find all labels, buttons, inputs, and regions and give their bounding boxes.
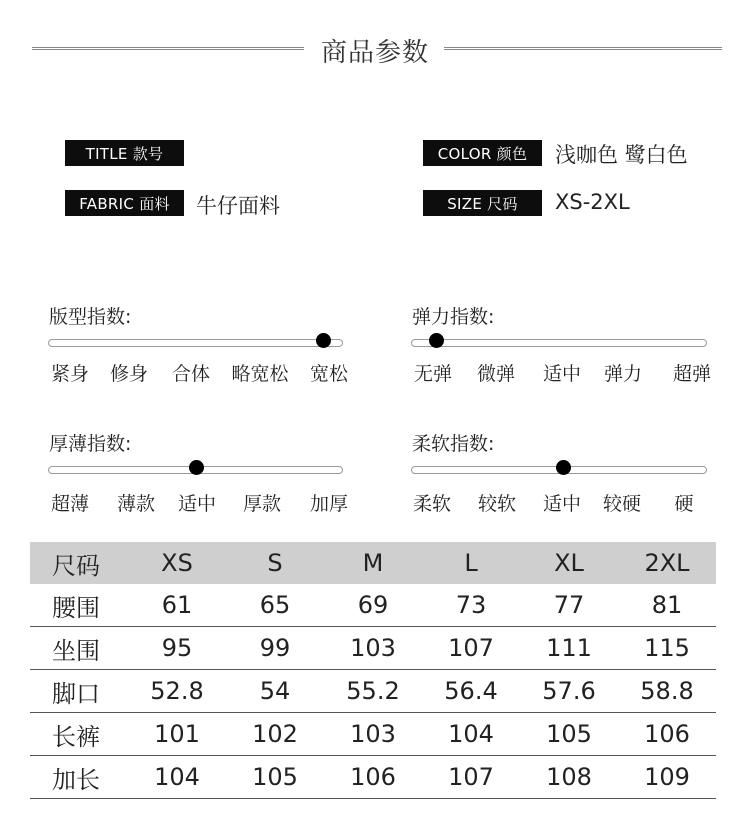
elasticity-option: 弹力: [603, 363, 643, 385]
thickness-index-title: 厚薄指数:: [49, 433, 132, 455]
softness-option: 较硬: [602, 493, 642, 515]
thickness-option: 厚款: [242, 493, 282, 515]
fit-option: 合体: [171, 363, 211, 385]
table-cell: 65: [259, 591, 291, 619]
size-label: SIZE 尺码: [423, 190, 542, 216]
elasticity-option: 超弹: [672, 363, 712, 385]
softness-option: 较软: [477, 493, 517, 515]
header-rule-right: [444, 47, 722, 50]
table-cell: 54: [259, 677, 291, 705]
elasticity-option: 微弹: [476, 363, 516, 385]
table-header-cell: 2XL: [644, 549, 690, 577]
page-title: 商品参数: [320, 38, 429, 68]
fit-option: 略宽松: [231, 363, 289, 385]
table-header-cell: M: [362, 549, 384, 577]
table-row-label: 加长: [52, 765, 100, 794]
table-cell: 106: [350, 763, 396, 791]
table-row-label: 腰围: [52, 593, 100, 622]
table-cell: 77: [553, 591, 585, 619]
elasticity-index-marker: [429, 333, 444, 348]
size-value: XS-2XL: [555, 190, 630, 214]
title-label: TITLE 款号: [65, 140, 184, 166]
table-cell: 105: [546, 720, 592, 748]
table-cell: 69: [357, 591, 389, 619]
table-cell: 57.6: [542, 677, 596, 705]
table-cell: 111: [546, 634, 592, 662]
table-cell: 104: [154, 763, 200, 791]
table-cell: 107: [448, 634, 494, 662]
elasticity-index-track: [411, 339, 707, 347]
table-row: [30, 627, 716, 670]
softness-index-title: 柔软指数:: [412, 433, 495, 455]
table-header-cell: XL: [554, 549, 584, 577]
table-cell: 56.4: [444, 677, 498, 705]
size-table-header: [30, 542, 716, 584]
fabric-value: 牛仔面料: [196, 194, 280, 218]
table-cell: 105: [252, 763, 298, 791]
elasticity-option: 无弹: [413, 363, 453, 385]
table-cell: 101: [154, 720, 200, 748]
table-cell: 108: [546, 763, 592, 791]
table-cell: 95: [161, 634, 193, 662]
thickness-option: 适中: [177, 493, 217, 515]
table-cell: 106: [644, 720, 690, 748]
size-table: [30, 542, 716, 799]
fit-option: 修身: [109, 363, 149, 385]
elasticity-index-title: 弹力指数:: [412, 306, 495, 328]
table-cell: 115: [644, 634, 690, 662]
softness-option: 适中: [542, 493, 582, 515]
table-cell: 109: [644, 763, 690, 791]
table-header-cell: S: [267, 549, 283, 577]
thickness-option: 加厚: [309, 493, 349, 515]
table-cell: 58.8: [640, 677, 694, 705]
table-cell: 107: [448, 763, 494, 791]
table-cell: 55.2: [346, 677, 400, 705]
table-cell: 81: [651, 591, 683, 619]
fit-index-track: [48, 339, 343, 347]
fit-option: 宽松: [309, 363, 349, 385]
table-cell: 102: [252, 720, 298, 748]
table-cell: 73: [455, 591, 487, 619]
table-cell: 99: [259, 634, 291, 662]
table-header-cell: 尺码: [52, 551, 100, 580]
header-rule-left: [32, 47, 304, 50]
softness-index-marker: [556, 460, 571, 475]
table-cell: 103: [350, 634, 396, 662]
fabric-label: FABRIC 面料: [65, 190, 184, 216]
table-row: [30, 670, 716, 713]
table-cell: 104: [448, 720, 494, 748]
table-row-label: 长裤: [52, 722, 100, 751]
fit-option: 紧身: [50, 363, 90, 385]
fit-index-title: 版型指数:: [49, 306, 132, 328]
thickness-option: 薄款: [116, 493, 156, 515]
color-label: COLOR 颜色: [423, 140, 542, 166]
table-row: [30, 584, 716, 627]
table-header-cell: L: [464, 549, 478, 577]
softness-option: 硬: [674, 493, 694, 515]
softness-option: 柔软: [412, 493, 452, 515]
table-header-cell: XS: [161, 549, 193, 577]
thickness-option: 超薄: [50, 493, 90, 515]
color-value: 浅咖色 鹭白色: [555, 143, 688, 167]
fit-index-marker: [316, 333, 331, 348]
table-row: [30, 756, 716, 799]
table-row-label: 坐围: [52, 636, 100, 665]
table-row: [30, 713, 716, 756]
table-cell: 61: [161, 591, 193, 619]
table-cell: 103: [350, 720, 396, 748]
table-row-label: 脚口: [52, 679, 100, 708]
elasticity-option: 适中: [542, 363, 582, 385]
table-cell: 52.8: [150, 677, 204, 705]
thickness-index-marker: [189, 460, 204, 475]
